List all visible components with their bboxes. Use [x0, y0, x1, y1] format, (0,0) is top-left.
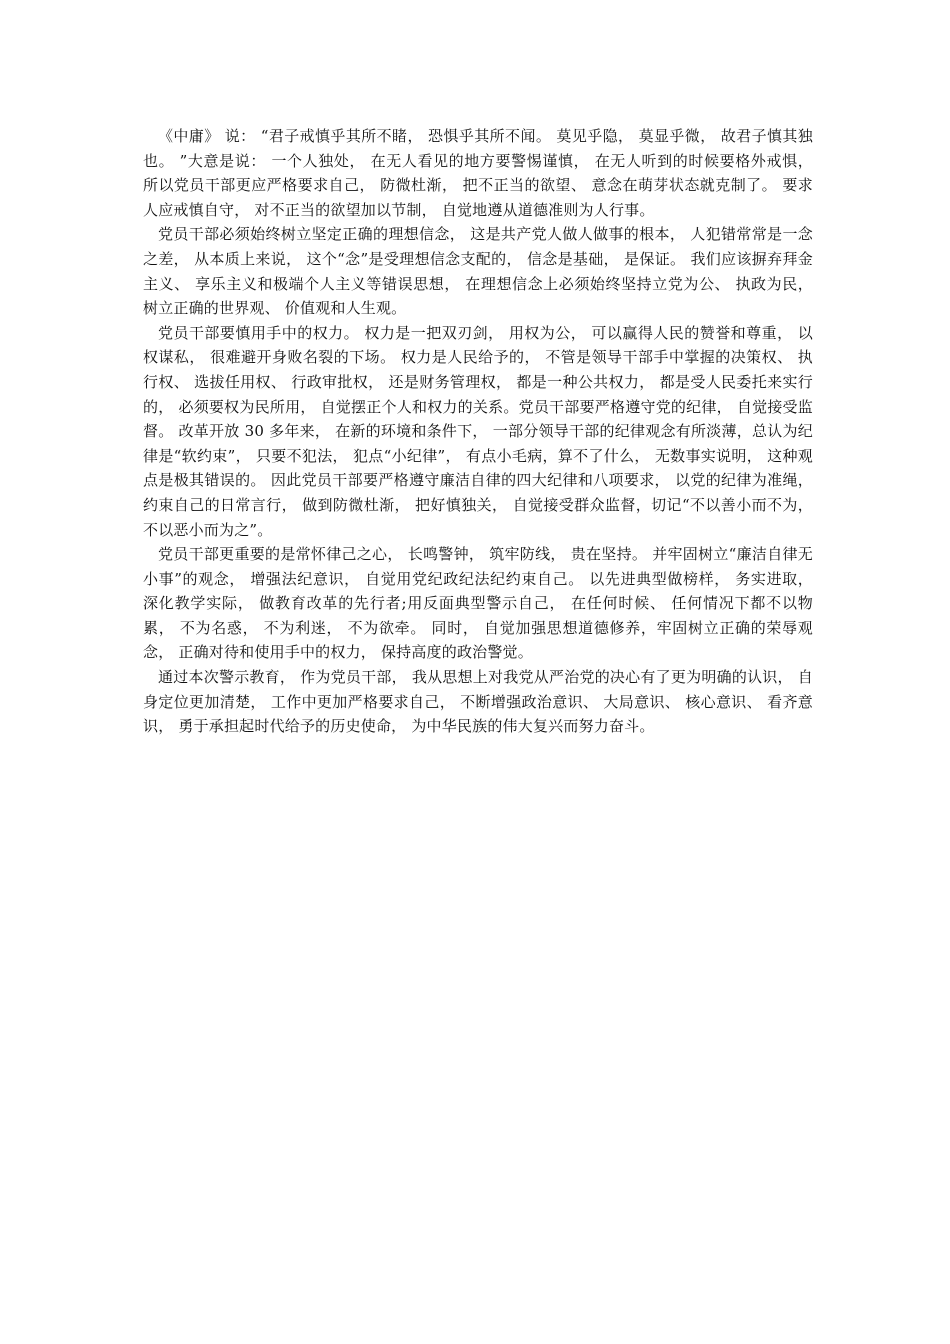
paragraph-5: 通过本次警示教育， 作为党员干部， 我从思想上对我党从严治党的决心有了更为明确的认识， 自身定位更加清楚， 工作中更加严格要求自己， 不断增强政治意识、 大局意识、 核心意识、 看齐意识， 勇于承担起时代给予的历史使命， 为中华民族的伟大复兴而努力奋斗。 [143, 668, 813, 736]
paragraph-3: 党员干部要慎用手中的权力。 权力是一把双刃剑， 用权为公， 可以赢得人民的赞誉和尊重， 以权谋私， 很难避开身败名裂的下场。 权力是人民给予的， 不管是领导干部手中掌握的决策权、 执行权、 选拔任用权、 行政审批权， 还是财务管理权， 都是一种公共权力， 都是受人民委托来实行的， 必须要权为民所用， 自觉摆正个人和权力的关系。党员干部要严格遵守党的纪律， 自觉接受监督。 改革开放 30 多年来， 在新的环境和条件下， 一部分领导干部的纪律观念有所淡薄，总认为纪律是“软约束”， 只要不犯法， 犯点“小纪律”， 有点小毛病，算不了什么， 无数事实说明， 这种观点是极其错误的。 因此党员干部要严格遵守廉洁自律的四大纪律和八项要求， 以党的纪律为准绳， 约束自己的日常言行， 做到防微杜渐， 把好慎独关， 自觉接受群众监督，切记“不以善小而不为， 不以恶小而为之”。 [143, 323, 813, 539]
paragraph-1: 《中庸》 说： “君子戒慎乎其所不睹， 恐惧乎其所不闻。 莫见乎隐， 莫显乎微， 故君子慎其独也。 ”大意是说： 一个人独处， 在无人看见的地方要警惕谨慎， 在无人听到的时候要格外戒惧， 所以党员干部更应严格要求自己， 防微杜渐， 把不正当的欲望、 意念在萌芽状态就克制了。 要求人应戒慎自守， 对不正当的欲望加以节制， 自觉地遵从道德准则为人行事。 [143, 127, 813, 219]
paragraph-2: 党员干部必须始终树立坚定正确的理想信念， 这是共产党人做人做事的根本， 人犯错常常是一念之差， 从本质上来说， 这个“念”是受理想信念支配的， 信念是基础， 是保证。 我们应该摒弃拜金主义、 享乐主义和极端个人主义等错误思想， 在理想信念上必须始终坚持立党为公、 执政为民， 树立正确的世界观、 价值观和人生观。 [143, 225, 813, 318]
paragraph-4: 党员干部更重要的是常怀律己之心， 长鸣警钟， 筑牢防线， 贵在坚持。 并牢固树立“廉洁自律无小事”的观念， 增强法纪意识， 自觉用党纪政纪法纪约束自己。 以先进典型做榜样， 务实进取， 深化教学实际， 做教育改革的先行者;用反面典型警示自己， 在任何时候、 任何情况下都不以物累， 不为名惑， 不为利迷， 不为欲牵。 同时， 自觉加强思想道德修养，牢固树立正确的荣辱观念， 正确对待和使用手中的权力， 保持高度的政治警觉。 [143, 545, 813, 662]
document-body [143, 124, 813, 739]
